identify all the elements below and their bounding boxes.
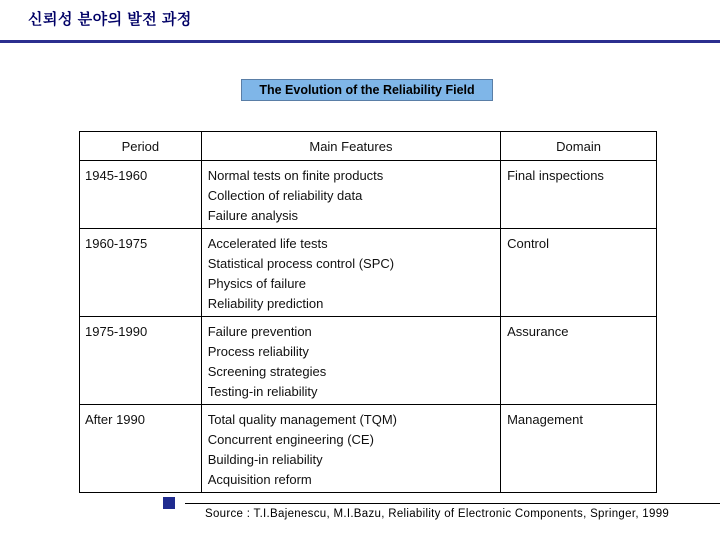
footer-square-bullet [163, 497, 175, 509]
features-cell [201, 317, 500, 405]
feature-item: Collection of reliability data [207, 188, 363, 203]
domain-cell: Management [501, 405, 657, 493]
features-cell [201, 229, 500, 317]
feature-item: Normal tests on finite products [207, 168, 384, 183]
table-row [80, 405, 657, 493]
table-row [80, 317, 657, 405]
domain-cell: Control [501, 229, 657, 317]
feature-item: Statistical process control (SPC) [207, 256, 395, 271]
feature-item: Reliability prediction [207, 296, 324, 311]
table-row [80, 161, 657, 229]
header-domain: Domain [501, 132, 657, 161]
feature-item: Accelerated life tests [207, 236, 328, 251]
period-cell: After 1990 [80, 405, 202, 493]
domain-cell: Final inspections [501, 161, 657, 229]
feature-item: Physics of failure [207, 276, 306, 291]
table-caption: The Evolution of the Reliability Field [241, 79, 493, 101]
evolution-table [79, 131, 657, 493]
period-cell: 1975-1990 [80, 317, 202, 405]
period-cell: 1960-1975 [80, 229, 202, 317]
header-main-features: Main Features [201, 132, 500, 161]
feature-item: Concurrent engineering (CE) [207, 432, 374, 447]
source-citation: Source : T.I.Bajenescu, M.I.Bazu, Reliability of Electronic Components, Springer, 1999 [205, 508, 670, 520]
table-row [80, 229, 657, 317]
footer-rule [185, 503, 720, 504]
feature-item: Total quality management (TQM) [207, 412, 398, 427]
period-cell: 1945-1960 [80, 161, 202, 229]
feature-item: Screening strategies [207, 364, 327, 379]
features-cell [201, 161, 500, 229]
slide-title: 신뢰성 분야의 발전 과정 [28, 11, 192, 28]
title-rule [0, 40, 720, 43]
feature-item: Process reliability [207, 344, 309, 359]
header-row [80, 132, 657, 161]
features-cell [201, 405, 500, 493]
feature-item: Failure analysis [207, 208, 299, 223]
domain-cell: Assurance [501, 317, 657, 405]
feature-item: Failure prevention [207, 324, 312, 339]
feature-item: Acquisition reform [207, 472, 312, 487]
feature-item: Testing-in reliability [207, 384, 318, 399]
header-period: Period [80, 132, 202, 161]
feature-item: Building-in reliability [207, 452, 323, 467]
